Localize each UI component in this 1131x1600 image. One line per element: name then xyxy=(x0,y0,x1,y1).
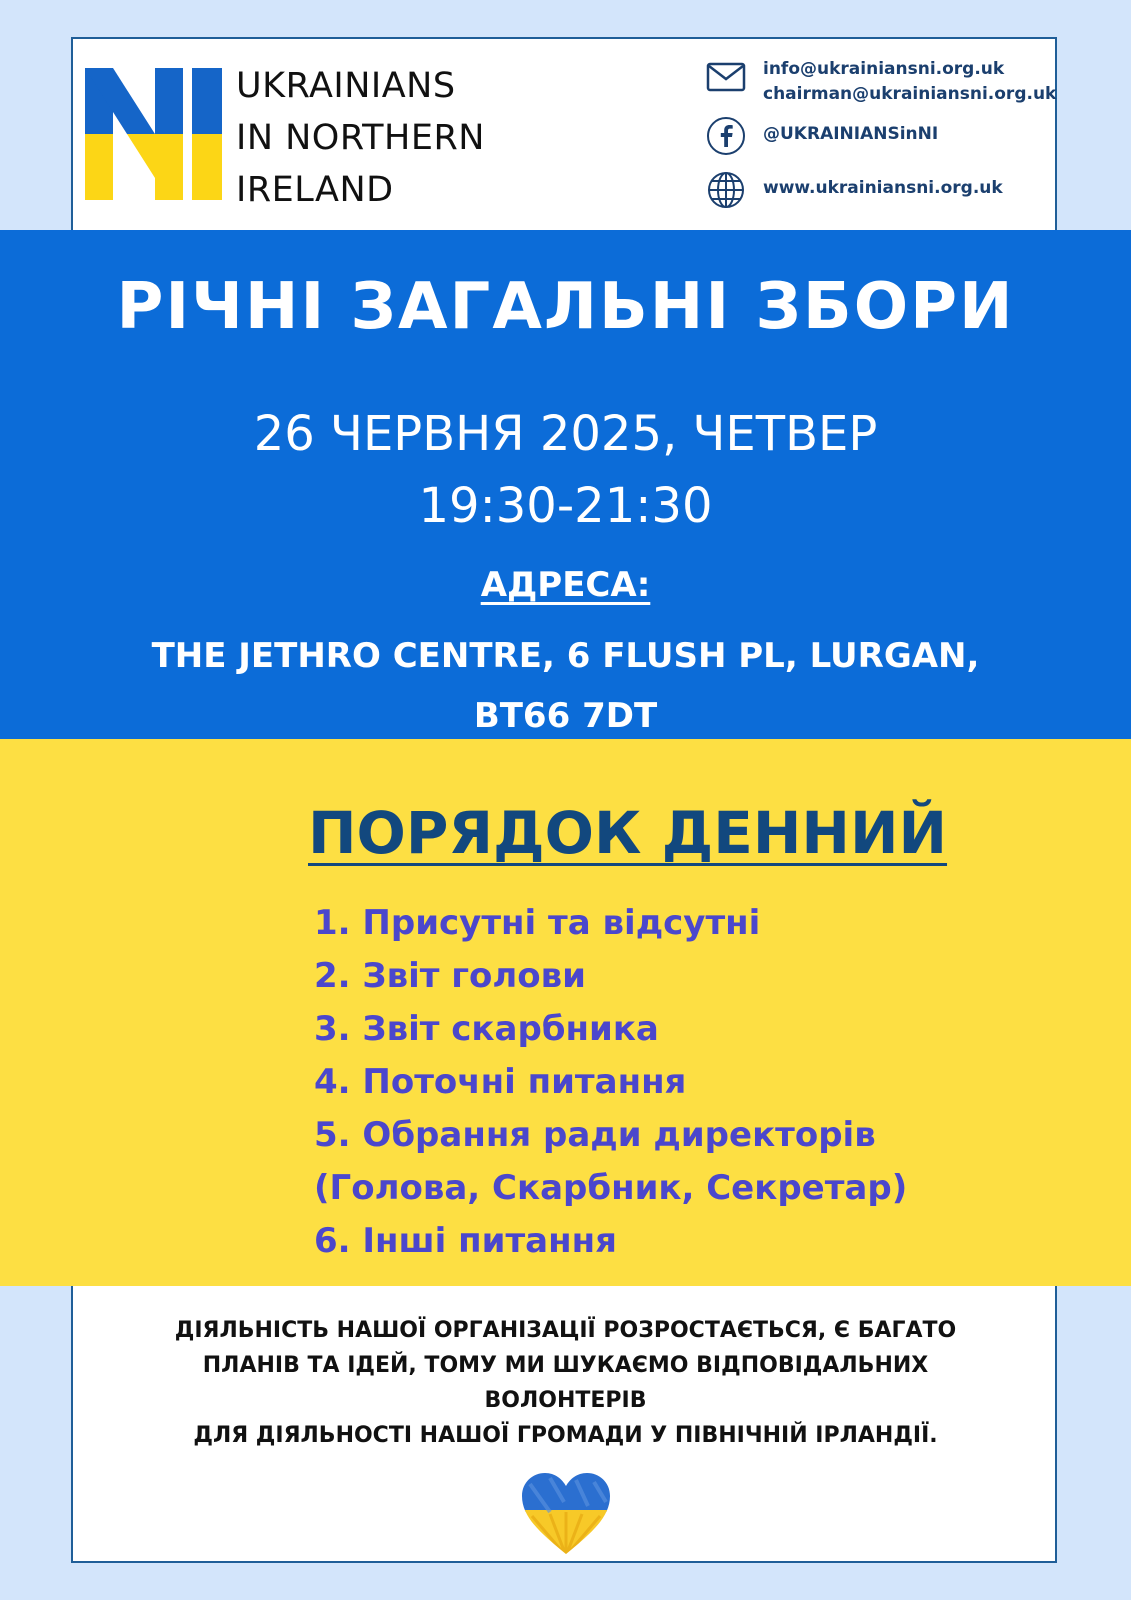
facebook-link[interactable]: @UKRAINIANSinNI xyxy=(763,124,939,144)
email-info-link[interactable]: info@ukrainiansni.org.uk xyxy=(763,59,1005,79)
contact-email xyxy=(706,57,1057,104)
message-line-3: ВОЛОНТЕРІВ xyxy=(484,1388,647,1413)
event-address xyxy=(0,626,1131,746)
agenda-item: 1. Присутні та відсутні xyxy=(314,903,761,943)
address-line-1: THE JETHRO CENTRE, 6 FLUSH PL, LURGAN, xyxy=(151,636,980,676)
mail-icon xyxy=(706,57,746,97)
contact-facebook xyxy=(706,116,939,156)
event-section xyxy=(0,230,1131,739)
address-label: АДРЕСА: xyxy=(480,565,651,605)
agenda-section xyxy=(0,739,1131,1286)
heart-icon xyxy=(520,1472,612,1556)
facebook-icon xyxy=(706,116,746,156)
event-datetime xyxy=(0,398,1131,542)
globe-icon xyxy=(706,170,746,210)
message-line-1: ДІЯЛЬНІСТЬ НАШОЇ ОРГАНІЗАЦІЇ РОЗРОСТАЄТЬСЯ, Є БАГАТО xyxy=(174,1318,957,1343)
agenda-item: 5. Обрання ради директорів xyxy=(314,1115,876,1155)
org-name xyxy=(236,60,485,216)
contact-website xyxy=(706,170,1003,210)
agenda-title: ПОРЯДОК ДЕННИЙ xyxy=(308,799,948,867)
agenda-item: 3. Звіт скарбника xyxy=(314,1009,659,1049)
message-line-2: ПЛАНІВ ТА ІДЕЙ, ТОМУ МИ ШУКАЄМО ВІДПОВІДАЛЬНИХ xyxy=(202,1353,929,1378)
org-name-line-1: UKRAINIANS xyxy=(236,66,456,106)
agenda-item: 6. Інші питання xyxy=(314,1221,617,1261)
event-date: 26 ЧЕРВНЯ 2025, ЧЕТВЕР xyxy=(253,406,878,462)
event-title: РІЧНІ ЗАГАЛЬНІ ЗБОРИ xyxy=(116,270,1015,344)
address-line-2: BT66 7DT xyxy=(473,696,658,736)
website-link[interactable]: www.ukrainiansni.org.uk xyxy=(763,178,1003,198)
agenda-item: 4. Поточні питання xyxy=(314,1062,687,1102)
agenda-item: 2. Звіт голови xyxy=(314,956,586,996)
ni-logo xyxy=(85,68,225,200)
event-time: 19:30-21:30 xyxy=(418,478,713,534)
message-line-4: ДЛЯ ДІЯЛЬНОСТІ НАШОЇ ГРОМАДИ У ПІВНІЧНІЙ ІРЛАНДІЇ. xyxy=(193,1423,938,1448)
volunteer-message xyxy=(0,1313,1131,1453)
agenda-item: (Голова, Скарбник, Секретар) xyxy=(314,1168,908,1208)
org-name-line-2: IN NORTHERN xyxy=(236,118,485,158)
email-chairman-link[interactable]: chairman@ukrainiansni.org.uk xyxy=(763,84,1057,104)
org-name-line-3: IRELAND xyxy=(236,170,394,210)
agenda-list xyxy=(314,897,907,1268)
